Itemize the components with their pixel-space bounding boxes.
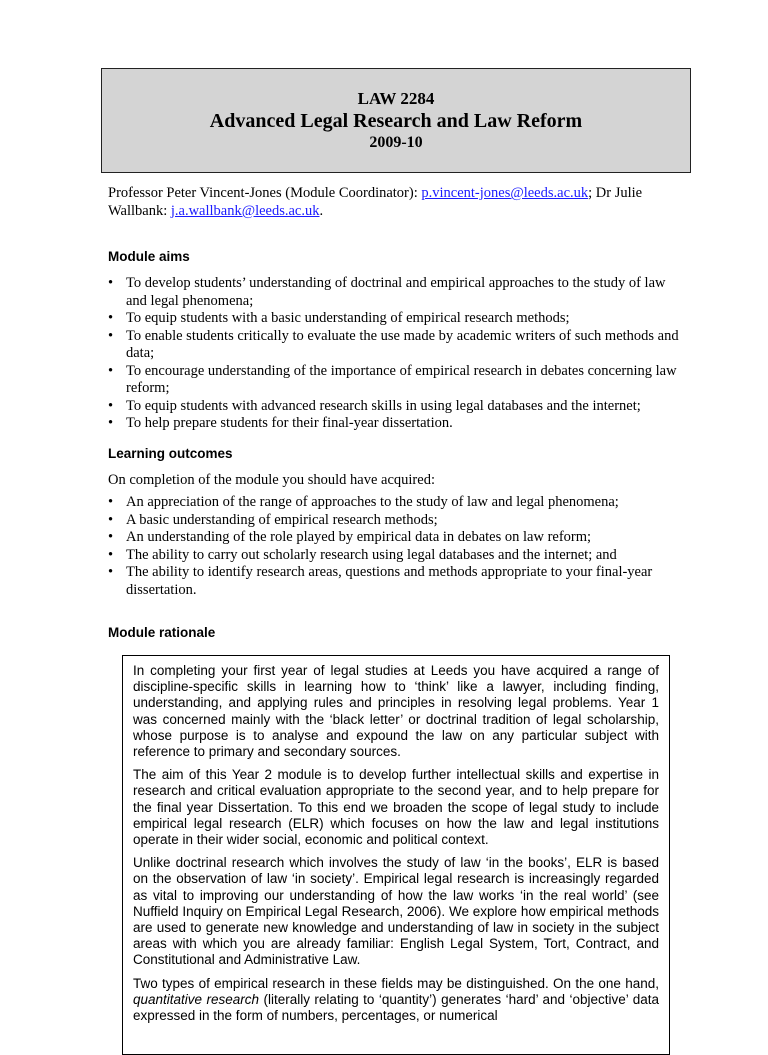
list-item: • The ability to carry out scholarly research using legal databases and the internet; and (108, 546, 617, 563)
bullet-icon: • (108, 529, 114, 545)
email-link-coordinator[interactable]: p.vincent-jones@leeds.ac.uk (421, 185, 589, 201)
list-item: • A basic understanding of empirical research methods; (108, 511, 438, 528)
list-item: • To encourage understanding of the importance of empirical research in debates concerning law reform; (108, 362, 677, 396)
bullet-icon: • (108, 327, 114, 344)
email-link-lecturer[interactable]: j.a.wallbank@leeds.ac.uk (170, 202, 320, 219)
list-item: • The ability to identify research areas, questions and methods appropriate to your final-year dissertation. (108, 564, 653, 598)
bullet-icon: • (108, 415, 114, 431)
list-item: • To equip students with a basic understanding of empirical research methods; (108, 310, 570, 326)
staff-contacts (108, 185, 698, 220)
list-item: • An appreciation of the range of approaches to the study of law and legal phenomena; (108, 494, 619, 510)
rationale-paragraph: In completing your first year of legal studies at Leeds you have acquired a range of discipline-specific skills in learning how to ‘think’ like a lawyer, including finding, understanding, and applying rules and principles in resolving legal problems. Year 1 was concerned mainly with the ‘black letter’ or doctrinal tradition of legal scholarship, whose purpose is to analyse and expound the law on any particular subject with reference to primary and secondary sources. (133, 663, 659, 760)
module-rationale-box (122, 655, 670, 1055)
learning-outcomes-intro: On completion of the module you should have acquired: (108, 472, 435, 488)
module-rationale-heading: Module rationale (108, 625, 216, 640)
bullet-icon: • (108, 546, 114, 563)
module-name: Advanced Legal Research and Law Reform (209, 110, 583, 132)
bullet-icon: • (108, 275, 114, 291)
list-item: • To help prepare students for their final-year dissertation. (108, 415, 453, 431)
rationale-paragraph: Two types of empirical research in these fields may be distinguished. On the one hand, quantitative research (literally relating to ‘quantity’) generates ‘hard’ and ‘objective’ data expressed in the form of numbers, percentages, or numerical (133, 975, 660, 1024)
bullet-icon: • (108, 362, 114, 379)
bullet-icon: • (108, 397, 114, 414)
bullet-icon: • (108, 310, 114, 326)
learning-outcomes-list (108, 494, 688, 599)
list-item: • An understanding of the role played by empirical data in debates on law reform; (108, 529, 592, 545)
staff-suffix: . (319, 202, 324, 219)
module-code: LAW 2284 (357, 89, 435, 108)
list-item: • To enable students critically to evaluate the use made by academic writers of such methods and data; (108, 327, 679, 361)
module-aims-list (108, 275, 688, 433)
academic-year: 2009-10 (369, 134, 423, 151)
learning-outcomes-heading: Learning outcomes (108, 446, 233, 461)
emphasis-term: quantitative research (133, 991, 260, 1007)
rationale-paragraph: Unlike doctrinal research which involves the study of law ‘in the books’, ELR is based on the observation of law ‘in society’. Empirical legal research is increasingly regarded as vital to improving our understanding of how the law works ‘in the real world’ (see Nuffield Inquiry on Empirical Legal Research, 2006). We explore how empirical methods are used to generate new knowledge and understanding of law in society in the subject areas with which you are already familiar: English Legal System, Tort, Contract, and Constitutional and Administrative Law. (133, 855, 659, 968)
bullet-icon: • (108, 494, 114, 510)
module-title-box (101, 68, 691, 173)
staff-coordinator-text: Professor Peter Vincent-Jones (Module Coordinator): (108, 185, 422, 201)
list-item: • To develop students’ understanding of doctrinal and empirical approaches to the study of law and legal phenomena; (108, 275, 666, 309)
bullet-icon: • (108, 564, 114, 580)
rationale-paragraph: The aim of this Year 2 module is to develop further intellectual skills and expertise in research and critical evaluation appropriate to the second year, and to help prepare for the final year Dissertation. To this end we broaden the scope of legal study to include empirical legal research (ELR) which focuses on how the law and legal institutions operate in their wider social, economic and political context. (133, 767, 659, 848)
module-aims-heading: Module aims (108, 249, 190, 264)
staff-lecturer-text: ; Dr Julie Wallbank: (108, 185, 643, 219)
bullet-icon: • (108, 511, 114, 528)
list-item: • To equip students with advanced research skills in using legal databases and the internet; (108, 397, 641, 414)
